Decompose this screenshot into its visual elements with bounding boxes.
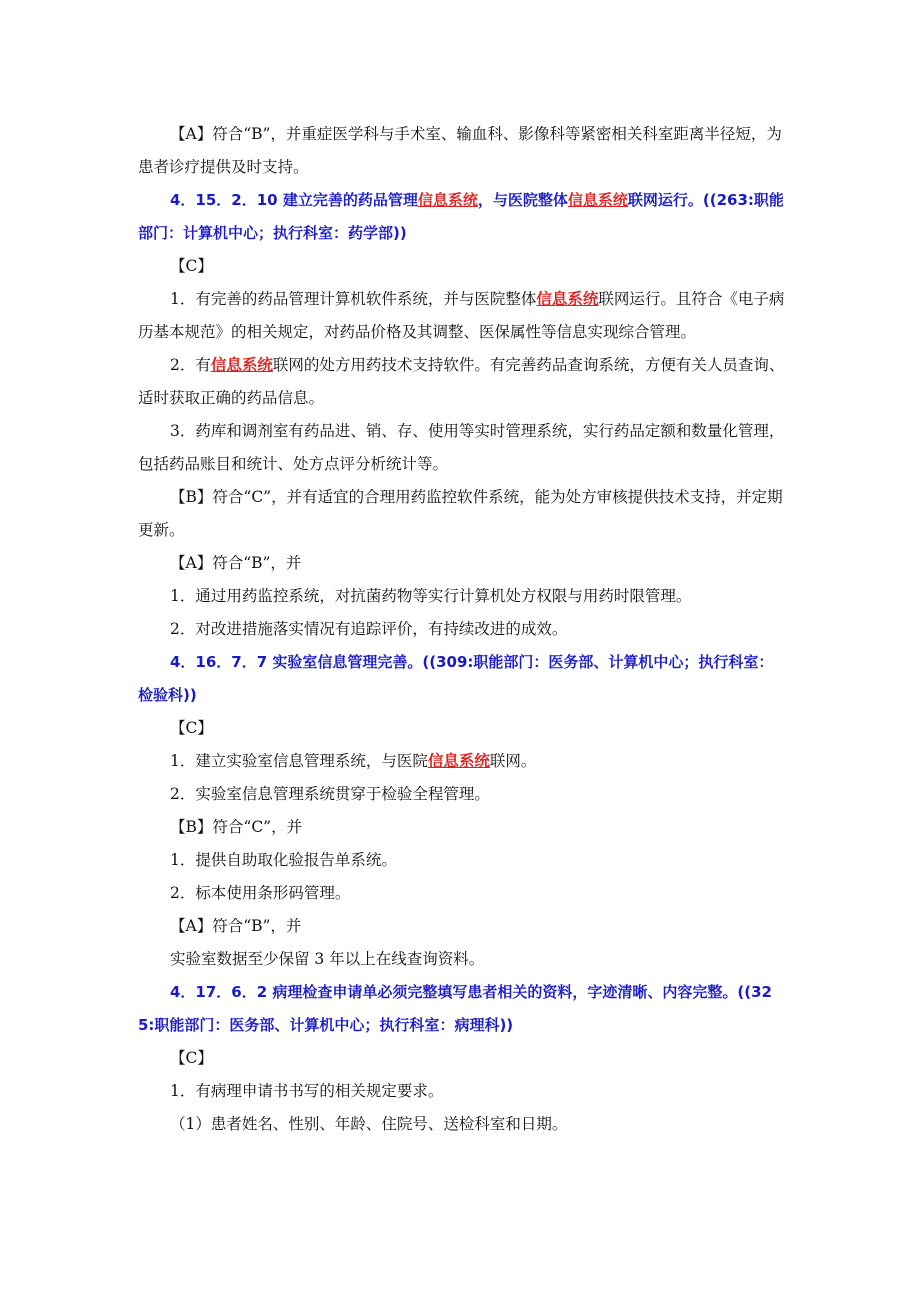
text-run: 1．提供自助取化验报告单系统。: [170, 851, 397, 869]
text-run: 1．有完善的药品管理计算机软件系统，并与医院整体: [170, 290, 537, 308]
paragraph: [138, 1108, 788, 1141]
text-run: 联网。: [489, 752, 537, 770]
text-run: 1．建立实验室信息管理系统，与医院: [170, 752, 428, 770]
text-run: 【B】符合“C”，并有适宜的合理用药监控软件系统，能为处方审核提供技术支持，并定期更新。: [138, 488, 783, 539]
paragraph: [138, 811, 788, 844]
highlight-term: 信息系统: [210, 356, 273, 374]
text-run: 4．17．6．2 病理检查申请单必须完整填写患者相关的资料，字迹清晰、内容完整。((325:职能部门：医务部、计算机中心；执行科室：病理科)): [138, 983, 772, 1034]
text-run: 4．15．2．10 建立完善的药品管理: [170, 191, 418, 209]
text-run: 1．通过用药监控系统，对抗菌药物等实行计算机处方权限与用药时限管理。: [170, 587, 692, 605]
section-heading: [138, 646, 788, 712]
text-run: 实验室数据至少保留 3 年以上在线查询资料。: [170, 950, 485, 968]
section-heading: [138, 184, 788, 250]
text-run: 联网运行。((263:职能部门：计算机中心；执行科室：药学部)): [138, 191, 784, 242]
paragraph: [138, 943, 788, 976]
paragraph: [138, 481, 788, 547]
paragraph: [138, 547, 788, 580]
highlight-term: 信息系统: [417, 191, 478, 209]
text-run: 3．药库和调剂室有药品进、销、存、使用等实时管理系统，实行药品定额和数量化管理，包括药品账目和统计、处方点评分析统计等。: [138, 422, 785, 473]
text-run: 4．16．7．7 实验室信息管理完善。((309:职能部门：医务部、计算机中心；执行科室：检验科)): [138, 653, 774, 704]
paragraph: [138, 844, 788, 877]
paragraph: [138, 1075, 788, 1108]
text-run: 1．有病理申请书书写的相关规定要求。: [170, 1082, 444, 1100]
paragraph: [138, 349, 788, 415]
text-run: 2．标本使用条形码管理。: [170, 884, 351, 902]
paragraph: [138, 745, 788, 778]
paragraph: [138, 580, 788, 613]
text-run: 2．对改进措施落实情况有追踪评价，有持续改进的成效。: [170, 620, 568, 638]
paragraph: [138, 283, 788, 349]
paragraph: [138, 712, 788, 745]
paragraph: [138, 118, 788, 184]
text-run: ，与医院整体: [477, 191, 568, 209]
text-run: （1）患者姓名、性别、年龄、住院号、送检科室和日期。: [170, 1115, 568, 1133]
paragraph: [138, 877, 788, 910]
text-run: 【C】: [170, 257, 213, 275]
text-run: 【A】符合“B”，并: [170, 554, 302, 572]
paragraph: [138, 910, 788, 943]
text-run: 【C】: [170, 1049, 213, 1067]
section-heading: [138, 976, 788, 1042]
text-run: 2．有: [170, 356, 211, 374]
paragraph: [138, 1042, 788, 1075]
paragraph: [138, 415, 788, 481]
highlight-term: 信息系统: [427, 752, 490, 770]
text-run: 联网的处方用药技术支持软件。有完善药品查询系统，方便有关人员查询、适时获取正确的药品信息。: [138, 356, 785, 407]
document-body: [138, 118, 788, 1141]
highlight-term: 信息系统: [567, 191, 628, 209]
text-run: 【B】符合“C”，并: [170, 818, 303, 836]
paragraph: [138, 613, 788, 646]
highlight-term: 信息系统: [536, 290, 599, 308]
text-run: 联网运行。且符合《电子病历基本规范》的相关规定，对药品价格及其调整、医保属性等信息实现综合管理。: [138, 290, 785, 341]
paragraph: [138, 250, 788, 283]
text-run: 【A】符合“B”，并重症医学科与手术室、输血科、影像科等紧密相关科室距离半径短，为患者诊疗提供及时支持。: [138, 125, 782, 176]
paragraph: [138, 778, 788, 811]
text-run: 【A】符合“B”，并: [170, 917, 302, 935]
text-run: 2．实验室信息管理系统贯穿于检验全程管理。: [170, 785, 490, 803]
text-run: 【C】: [170, 719, 213, 737]
